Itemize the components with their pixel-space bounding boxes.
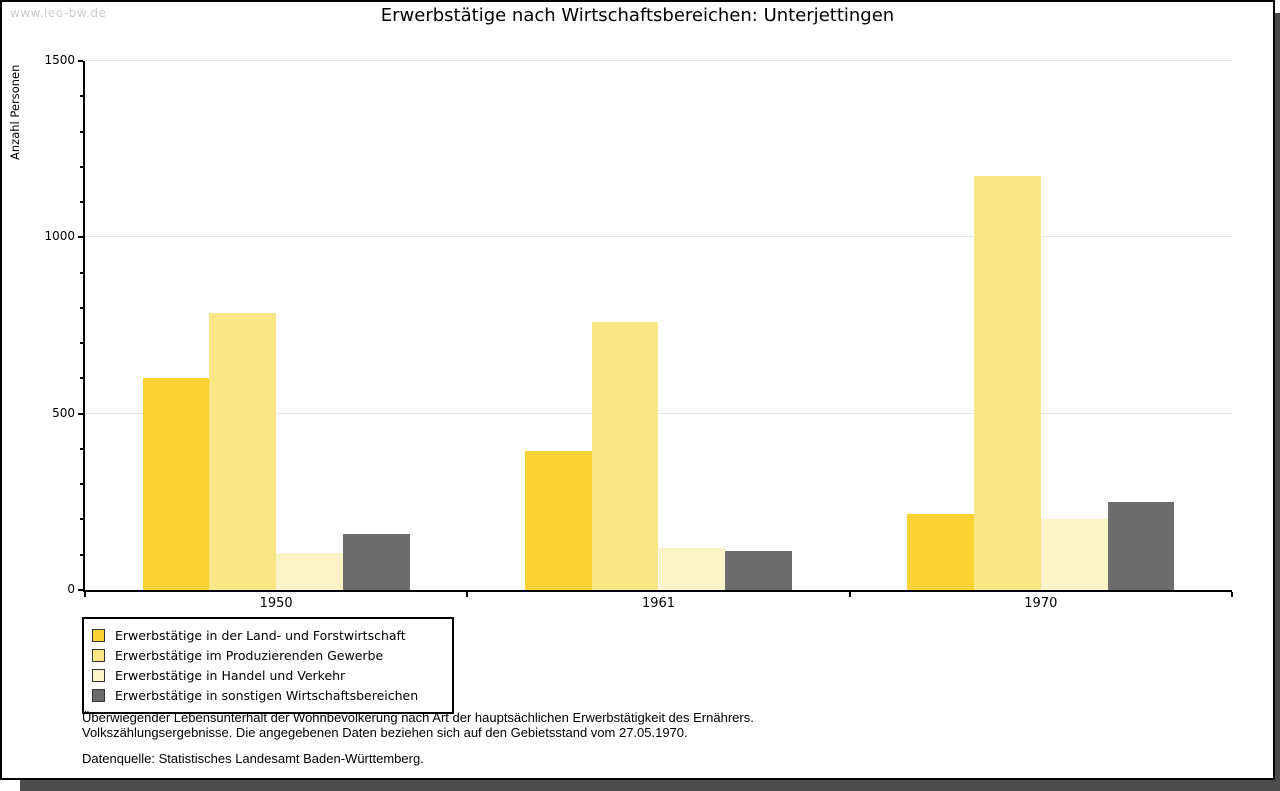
y-major-tick-0: [78, 589, 83, 591]
y-minor-tick-1300: [80, 131, 83, 133]
y-minor-tick-1200: [80, 166, 83, 168]
legend-swatch-icon: [92, 629, 105, 642]
legend: [82, 617, 454, 714]
y-tick-label-1000: 1000: [44, 229, 75, 244]
footnote-text: [82, 710, 754, 740]
bar-1950-series-2: [209, 313, 276, 590]
legend-label-1: Erwerbstätige in der Land- und Forstwirtschaft: [115, 627, 406, 643]
footnote-line-2: Volkszählungsergebnisse. Die angegebenen Daten beziehen sich auf den Gebietsstand vom 27.05.1970.: [82, 725, 688, 740]
legend-row-4: [92, 685, 444, 705]
y-minor-tick-800: [80, 307, 83, 309]
chart-title: Erwerbstätige nach Wirtschaftsbereichen: Unterjettingen: [380, 5, 895, 26]
y-minor-tick-900: [80, 272, 83, 274]
bar-1950-series-3: [276, 553, 343, 590]
y-major-tick-500: [78, 413, 83, 415]
bar-1961-series-4: [725, 551, 792, 590]
legend-row-2: [92, 645, 444, 665]
footnote-source: Datenquelle: Statistisches Landesamt Baden-Württemberg.: [82, 751, 424, 766]
legend-row-1: [92, 625, 444, 645]
y-major-tick-1500: [78, 60, 83, 62]
bar-1970-series-4: [1108, 502, 1175, 590]
legend-label-4: Erwerbstätige in sonstigen Wirtschaftsbereichen: [115, 687, 419, 703]
bar-1970-series-1: [907, 514, 974, 590]
gridline-1500: [85, 60, 1232, 61]
bar-1970-series-2: [974, 176, 1041, 590]
x-boundary-tick-1: [466, 592, 468, 597]
y-tick-label-0: 0: [67, 582, 75, 596]
x-tick-label-1950: 1950: [259, 596, 293, 611]
legend-row-3: [92, 665, 444, 685]
bar-1950-series-1: [143, 378, 210, 590]
x-tick-label-1961: 1961: [641, 596, 676, 611]
y-minor-tick-1100: [80, 201, 83, 203]
legend-swatch-icon: [92, 689, 105, 702]
legend-label-2: Erwerbstätige im Produzierenden Gewerbe: [115, 647, 384, 663]
bar-1961-series-1: [525, 451, 592, 590]
y-tick-label-1500: 1500: [44, 53, 75, 67]
y-minor-tick-200: [80, 518, 83, 520]
y-tick-label-500: 500: [52, 405, 75, 420]
y-minor-tick-700: [80, 342, 83, 344]
bar-1961-series-2: [592, 322, 659, 590]
bar-1970-series-3: [1041, 519, 1108, 590]
legend-swatch-icon: [92, 649, 105, 662]
x-boundary-tick-3: [1231, 592, 1233, 597]
legend-swatch-icon: [92, 669, 105, 682]
gridline-1000: [85, 236, 1232, 237]
y-axis-title: Anzahl Personen: [8, 64, 22, 160]
bar-1950-series-4: [343, 534, 410, 590]
legend-label-3: Erwerbstätige in Handel und Verkehr: [115, 667, 346, 683]
x-tick-label-1970: 1970: [1024, 596, 1058, 611]
x-boundary-tick-2: [849, 592, 851, 597]
footnote-line-1: Überwiegender Lebensunterhalt der Wohnbevölkerung nach Art der hauptsächlichen Erwerbstätigkeit des Ernährers.: [82, 710, 754, 725]
y-minor-tick-100: [80, 554, 83, 556]
bar-1961-series-3: [659, 548, 726, 590]
x-boundary-tick-0: [84, 592, 86, 597]
y-minor-tick-600: [80, 377, 83, 379]
y-minor-tick-1400: [80, 95, 83, 97]
y-major-tick-1000: [78, 236, 83, 238]
y-minor-tick-400: [80, 448, 83, 450]
y-minor-tick-300: [80, 483, 83, 485]
watermark: www.leo-bw.de: [10, 6, 107, 20]
plot-area: [44, 53, 1232, 611]
